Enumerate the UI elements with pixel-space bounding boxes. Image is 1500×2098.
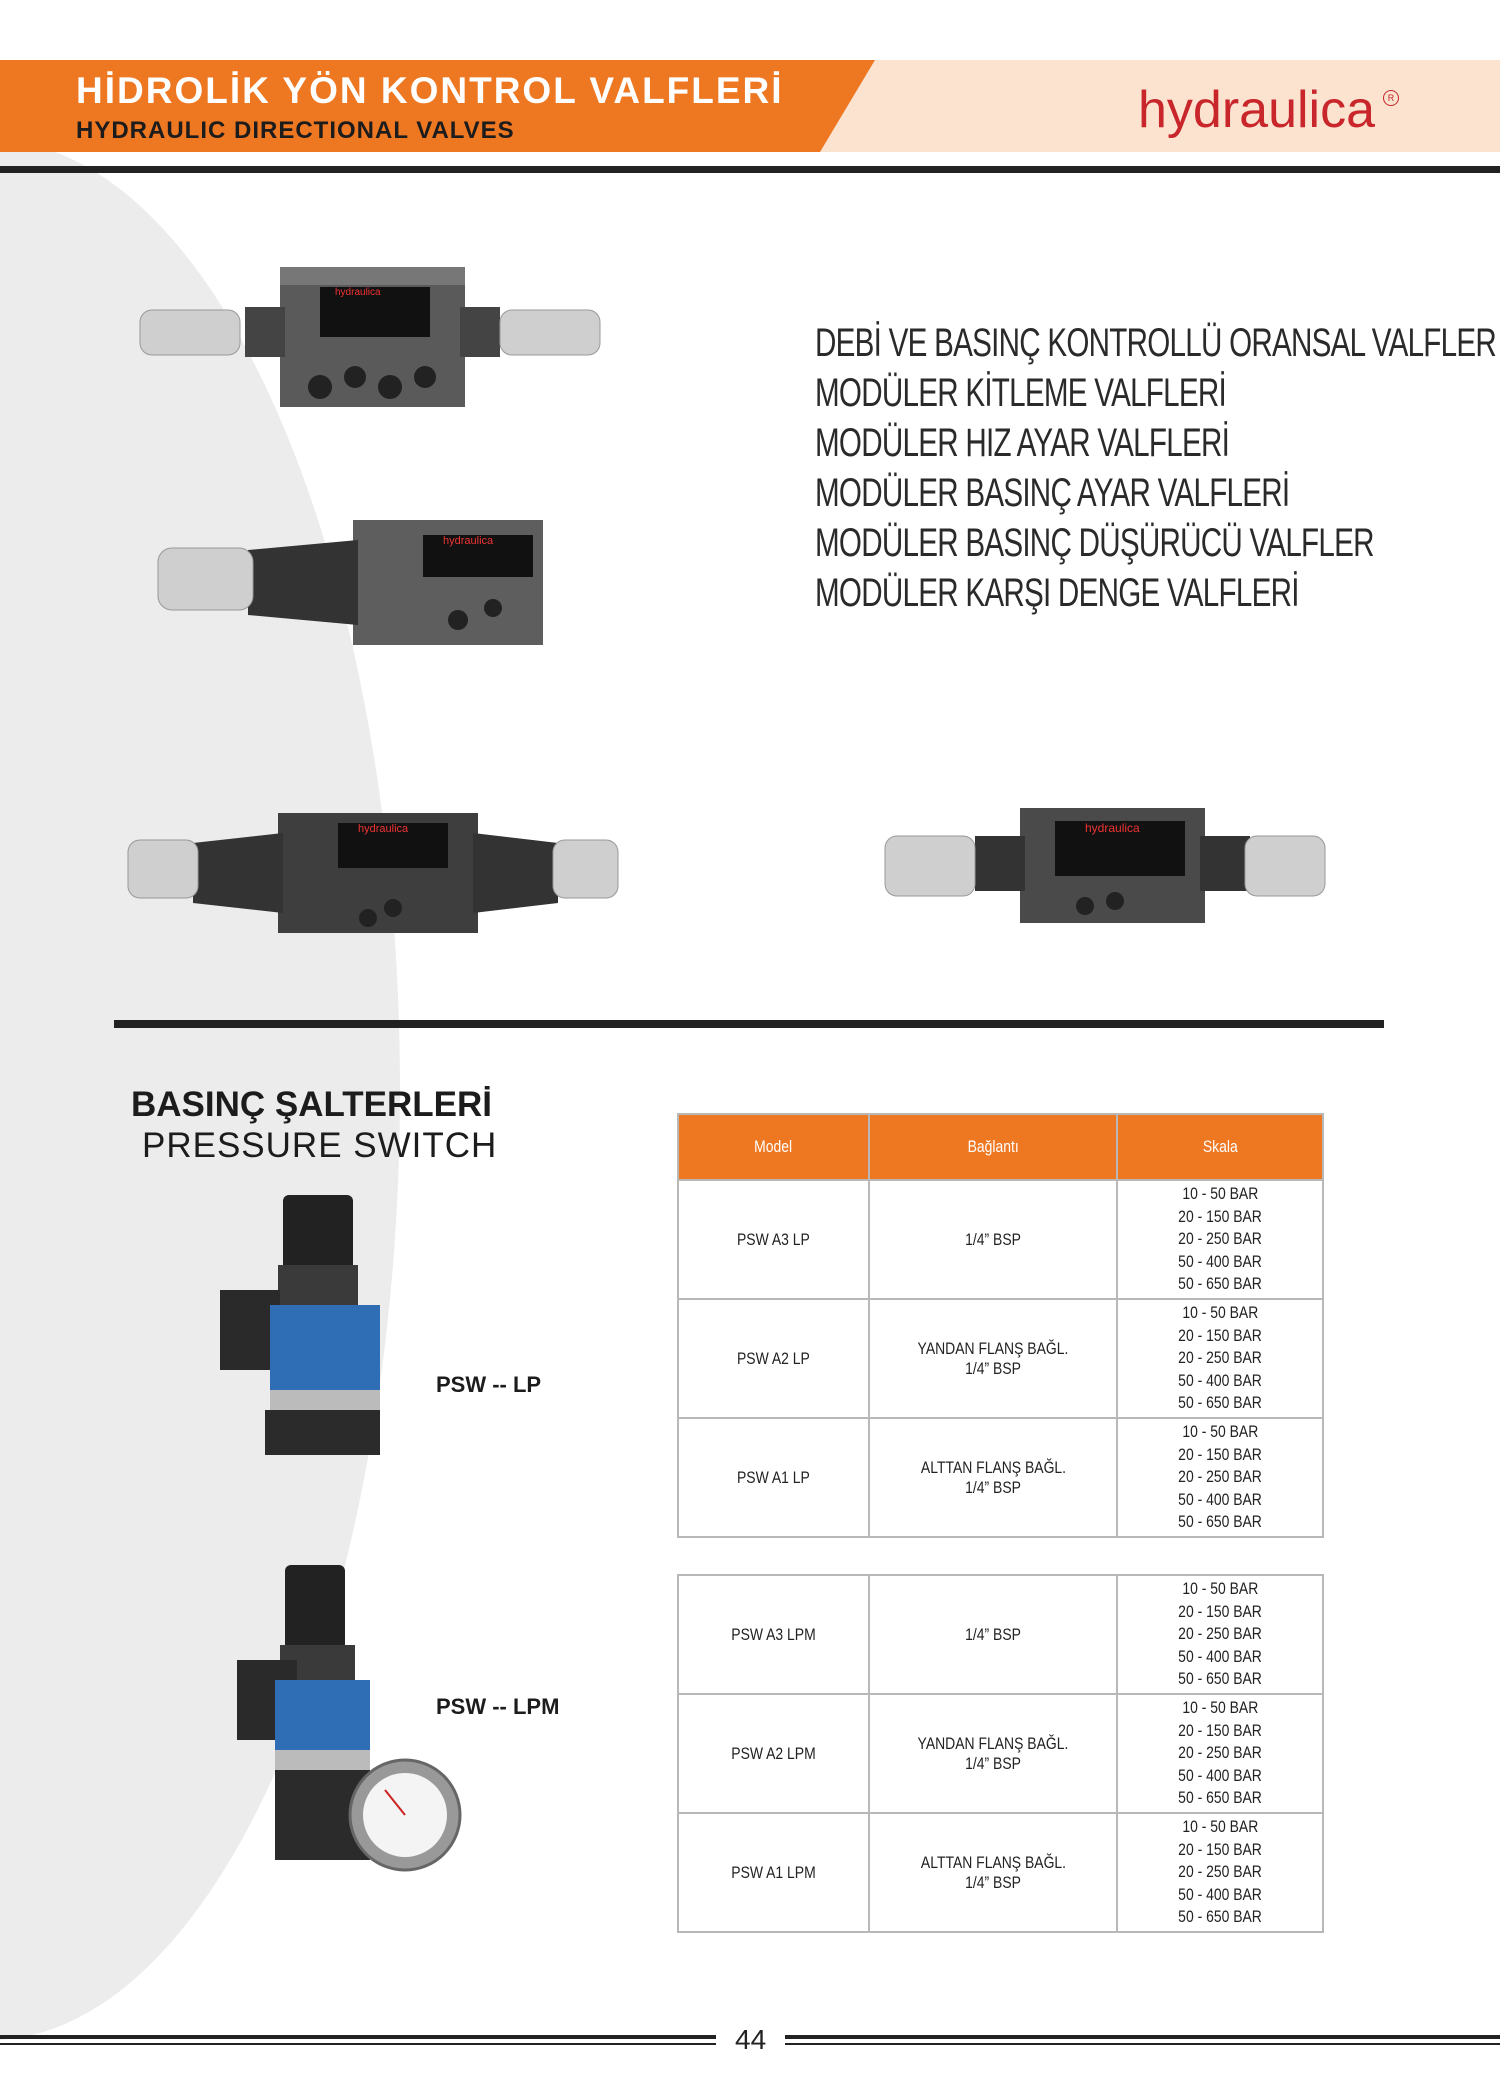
connection-cell: YANDAN FLANŞ BAĞL. 1/4” BSP [869,1694,1117,1813]
connection-cell: YANDAN FLANŞ BAĞL. 1/4” BSP [869,1299,1117,1418]
model-cell: PSW A1 LPM [678,1813,869,1932]
psw-lp-label: PSW -- LP [436,1372,542,1397]
valve-photo-2 [158,520,548,650]
footer-rule-left [0,2035,716,2039]
pressure-switch-title-tr: BASINÇ ŞALTERLERİ [131,1085,493,1124]
connection-cell: ALTTAN FLANŞ BAĞL. 1/4” BSP [869,1813,1117,1932]
valve-brand-label: hydraulica [358,823,409,835]
psw-lp-photo [215,1190,385,1460]
scale-cell: 10 - 50 BAR 20 - 150 BAR 20 - 250 BAR 50 - 400 BAR 50 - 650 BAR [1117,1694,1323,1813]
table-row [678,1180,1323,1299]
connection-cell: 1/4” BSP [869,1180,1117,1299]
valve-brand-label: hydraulica [1085,821,1140,835]
table-row [678,1418,1323,1537]
table-header-connection: Bağlantı [869,1114,1117,1180]
valve-list [815,318,1500,618]
footer-rule-right [785,2035,1500,2039]
scale-cell: 10 - 50 BAR 20 - 150 BAR 20 - 250 BAR 50 - 400 BAR 50 - 650 BAR [1117,1180,1323,1299]
table-row [678,1575,1323,1694]
brand-logo: hydraulica [1138,81,1376,139]
table-header-scale: Skala [1117,1114,1323,1180]
table-header-model: Model [678,1114,869,1180]
model-cell: PSW A2 LP [678,1299,869,1418]
valve-photo-4 [885,806,1325,926]
footer-rule-right-thin [785,2043,1500,2045]
model-cell: PSW A3 LPM [678,1575,869,1694]
valve-list-item: DEBİ VE BASINÇ KONTROLLÜ ORANSAL VALFLER [815,321,1497,365]
scale-cell: 10 - 50 BAR 20 - 150 BAR 20 - 250 BAR 50 - 400 BAR 50 - 650 BAR [1117,1418,1323,1537]
connection-cell: ALTTAN FLANŞ BAĞL. 1/4” BSP [869,1418,1117,1537]
model-cell: PSW A1 LP [678,1418,869,1537]
valve-list-item: MODÜLER KARŞI DENGE VALFLERİ [815,571,1299,615]
model-cell: PSW A3 LP [678,1180,869,1299]
valve-list-item: MODÜLER BASINÇ AYAR VALFLERİ [815,471,1290,515]
table-row [678,1694,1323,1813]
valve-list-item: MODÜLER BASINÇ DÜŞÜRÜCÜ VALFLER [815,521,1374,565]
header-title-tr: HİDROLİK YÖN KONTROL VALFLERİ [76,70,784,111]
pressure-switch-title-en: PRESSURE SWITCH [142,1126,498,1165]
page-number: 44 [735,2024,767,2055]
valve-brand-label: hydraulica [443,535,494,547]
footer-rule-left-thin [0,2043,716,2045]
psw-lpm-label: PSW -- LPM [436,1694,560,1719]
valve-photo-1 [140,262,600,412]
registered-mark: R [1383,90,1399,106]
model-cell: PSW A2 LPM [678,1694,869,1813]
psw-lp-table [677,1113,1324,1538]
header-title-en: HYDRAULIC DIRECTIONAL VALVES [76,117,515,144]
connection-cell: 1/4” BSP [869,1575,1117,1694]
section-divider [114,1020,1384,1028]
psw-lpm-table [677,1574,1324,1933]
scale-cell: 10 - 50 BAR 20 - 150 BAR 20 - 250 BAR 50 - 400 BAR 50 - 650 BAR [1117,1813,1323,1932]
valve-photo-3 [128,808,618,938]
scale-cell: 10 - 50 BAR 20 - 150 BAR 20 - 250 BAR 50 - 400 BAR 50 - 650 BAR [1117,1575,1323,1694]
valve-brand-label: hydraulica [335,287,381,298]
table-row [678,1299,1323,1418]
valve-list-item: MODÜLER HIZ AYAR VALFLERİ [815,421,1230,465]
scale-cell: 10 - 50 BAR 20 - 150 BAR 20 - 250 BAR 50 - 400 BAR 50 - 650 BAR [1117,1299,1323,1418]
valve-list-item: MODÜLER KİTLEME VALFLERİ [815,371,1227,415]
psw-lpm-photo [235,1560,465,1880]
header-rule [0,166,1500,173]
table-row [678,1813,1323,1932]
